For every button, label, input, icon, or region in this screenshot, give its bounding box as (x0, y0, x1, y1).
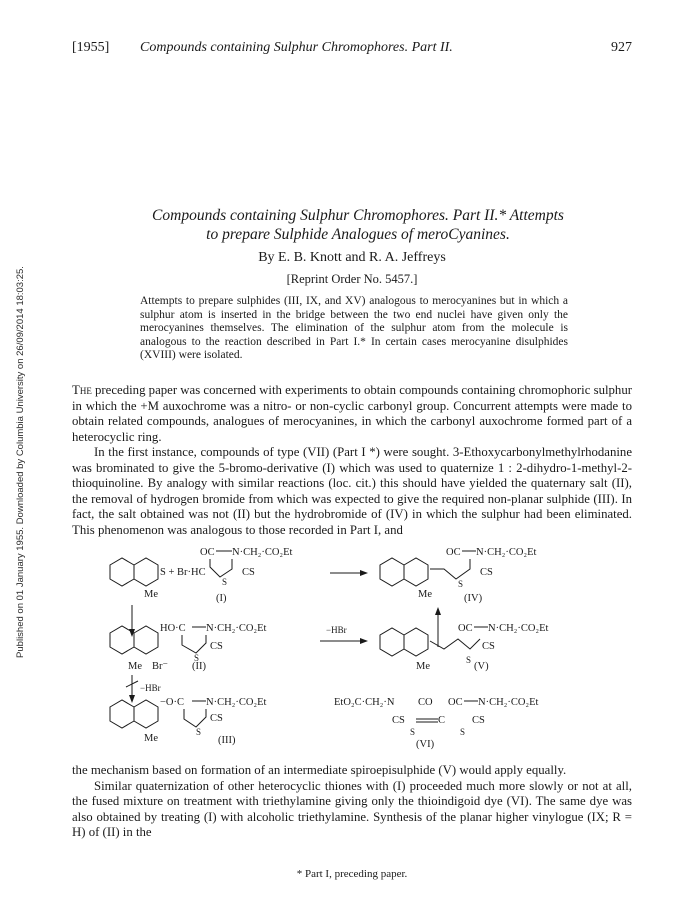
header-running-title: Compounds containing Sulphur Chromophores. Part II. (140, 40, 453, 55)
header-year: [1955] (72, 40, 110, 55)
s-6a: S (410, 727, 416, 737)
structure-thioquinoline (110, 558, 158, 600)
group-5: N·CH₂·CO₂Et (488, 623, 549, 634)
group-6: N·CH₂·CO₂Et (478, 697, 539, 708)
structure-VI (334, 697, 538, 737)
page-number: 927 (611, 40, 632, 55)
cs-6: CS (472, 715, 485, 726)
sc-6: CS (392, 715, 405, 726)
body-text-bottom (72, 763, 632, 841)
reprint-order: [Reprint Order No. 5457.] (286, 272, 418, 286)
group-1: N·CH₂·CO₂Et (232, 547, 293, 558)
structure-rhodanine-1 (200, 547, 292, 587)
title-line-1: Compounds containing Sulphur Chromophores. Part II.* Attempts (152, 207, 564, 224)
article-title (70, 206, 646, 244)
ho-2: HO·C (160, 623, 186, 634)
s-5: S (466, 655, 472, 665)
body-text-top (72, 383, 632, 538)
abstract: Attempts to prepare sulphides (III, IX, and XV) analogous to merocyanines but in which a sulphur atom is inserted in the bridge between the two end nuclei have given only the merocyanines themselves. The elimination of the sulphur atom from the molecule is analogous to the reaction described in Part I.* In certain cases merocyanine disulphides (XVIII) were isolated. (140, 295, 568, 361)
cs-1: CS (242, 567, 255, 578)
label-I: (I) (216, 593, 227, 604)
s-4: S (458, 579, 464, 589)
label-II: (II) (192, 661, 206, 672)
group-3: N·CH₂·CO₂Et (206, 697, 267, 708)
o-c-3: −O·C (160, 697, 185, 708)
authors: By E. B. Knott and R. A. Jeffreys (258, 250, 446, 265)
s-1: S (222, 577, 228, 587)
label-me-2: Me (128, 661, 142, 672)
title-line-2: to prepare Sulphide Analogues of meroCyanines. (206, 226, 510, 243)
footnote: * Part I, preceding paper. (296, 868, 408, 880)
s-2: S (194, 653, 200, 663)
paragraph-2: In the first instance, compounds of type (VII) (Part I *) were sought. 3-Ethoxycarbonylmethylrhodanine was brominated to give the 5-bromo-derivative (I) which was used to quaternize 1 : 2-dihydro-1-methyl-2-thioquinoline. By analogy with similar reactions (loc. cit.) this should have yielded the quaternary salt (II), the removal of hydrogen bromide from which was expected to give the required non-planar sulphide (III). In fact, the salt obtained was not (II) but the hydrobromide of (IV) in which the sulphur had been eliminated. This phenomenon was analogous to those recorded in Part I, and (72, 445, 632, 537)
cs-4: CS (480, 567, 493, 578)
s-3: S (196, 727, 202, 737)
running-header (72, 40, 632, 64)
structure-V (380, 623, 548, 672)
label-me-5: Me (416, 661, 430, 672)
label-VI: (VI) (416, 739, 435, 750)
label-III: (III) (218, 735, 236, 746)
label-V: (V) (474, 661, 489, 672)
structure-III (110, 697, 266, 744)
reagent-text: S + Br·HC (160, 567, 206, 578)
paragraph-1 (72, 383, 632, 445)
download-watermark: Published on 01 January 1955. Downloaded by Columbia University on 26/09/2014 18:03:25. (15, 266, 26, 658)
paragraph-4: Similar quaternization of other heterocyclic thiones with (I) proceeded much more slowly or not at all, the fused mixture on treatment with triethylamine giving only the thioindigoid dye (VI). The same dye was also obtained by treating (I) with alcoholic triethylamine. Synthesis of the planar higher vinylogue (IX; R = H) of (II) in the (72, 778, 632, 839)
minus-hbr-2: −HBr (140, 683, 161, 693)
group-4: N·CH₂·CO₂Et (476, 547, 537, 558)
co-6: CO (418, 697, 433, 708)
cs-5: CS (482, 641, 495, 652)
group-2: N·CH₂·CO₂Et (206, 623, 267, 634)
cs-2: CS (210, 641, 223, 652)
paragraph-3: the mechanism based on formation of an intermediate spiroepisulphide (V) would apply equally. (72, 763, 567, 777)
reaction-scheme (98, 545, 618, 760)
s-6b: S (460, 727, 466, 737)
c-6: C (438, 715, 446, 726)
label-IV: (IV) (464, 593, 483, 604)
oc-5: OC (458, 623, 473, 634)
structure-IV (380, 547, 536, 600)
oc-1: OC (200, 547, 215, 558)
paragraph-1-text: preceding paper was concerned with experiments to obtain compounds containing chromophoric sulphur in which the +M auxochrome was a nitro- or non-cyclic carbonyl group. Concurrent attempts were made to obtain related compounds, analogues of merocyanines, in which the carbonyl auxochrome formed part of a heterocyclic ring. (72, 383, 632, 444)
oc-4: OC (446, 547, 461, 558)
label-me-1: Me (144, 589, 158, 600)
oc-6: OC (448, 697, 463, 708)
cs-3: CS (210, 713, 223, 724)
br-2: Br⁻ (152, 661, 169, 672)
label-me-4: Me (418, 589, 432, 600)
label-me-3: Me (144, 733, 158, 744)
paragraph-lead: The (72, 383, 92, 397)
minus-hbr-1: −HBr (326, 625, 347, 635)
eto-6: EtO₂C·CH₂·N (334, 697, 395, 708)
